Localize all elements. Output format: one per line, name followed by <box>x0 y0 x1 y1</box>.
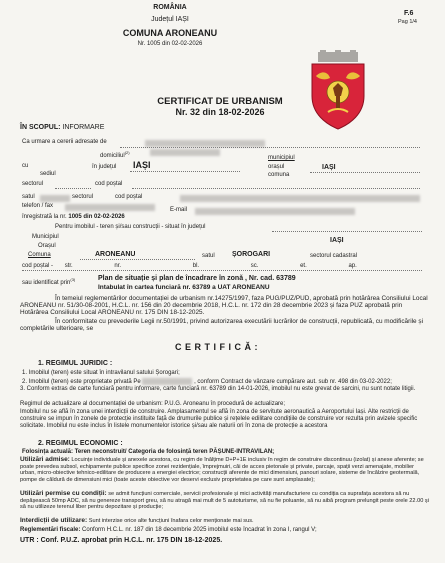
certificate-title: CERTIFICAT DE URBANISM <box>157 96 283 107</box>
postal2-label: cod poștal <box>115 194 143 200</box>
city-label: orașul <box>268 164 285 170</box>
property-municipality-label: Municipiul <box>32 234 59 240</box>
property-intro: Pentru imobilul - teren și/sau construcții - situat în județul <box>55 224 206 230</box>
property-village-label: satul <box>202 253 215 259</box>
legal-item-2: 2. Imobilul (teren) este proprietate privată Pe , conform Contract de vânzare cumpărare aut. sub nr. 498 din 03-02-2022; <box>22 379 392 386</box>
land-book-entry: Intabulat în cartea funciară nr. 63789 a UAT ARONEANU <box>98 284 270 291</box>
redacted-village <box>40 195 70 202</box>
commune-label: comuna <box>268 172 290 178</box>
certify-heading: C E R T I F I C Ă : <box>175 342 258 352</box>
commune-name: COMUNA ARONEANU <box>122 28 218 38</box>
phone-label: telefon / fax <box>22 203 54 209</box>
postal-label: cod poștal <box>95 181 123 187</box>
property-city-label: Orașul <box>38 243 56 249</box>
domicile-label: domiciliul$^{(2)}$ <box>100 150 130 159</box>
dotted-line <box>55 188 91 189</box>
allowed-uses: Utilizări admise: Locuințe individuale și anexele acestora, cu regim de înălțime D+P+1E inclusiv în regim de construire discontinuu (izolat) și anexe aferente; se poate prevedea subsol, echipamente publice specifice zonei rezidențiale, împrejmuiri, căi de acces pietonale și private, parcaje, spații verzi amenajate, mobilier urban, micro-obiective tehnico-edilitare de producere a energiei electrice; construcții aferente de mici dimensiuni, panouri solare, sisteme de încălzire geotermală, pompe de căldură de dimensiuni mici (toate aceste obiective vor deservi exclusiv proprietatea pe care sunt amplasate); <box>20 456 424 483</box>
urban-plan-status: Regimul de actualizare al documentației de urbanism: P.U.G. Aroneanu în procedură de actualizare; <box>20 401 286 407</box>
reference-number: Nr. 1005 din 02-02-2026 <box>137 41 203 47</box>
dotted-line <box>22 270 422 271</box>
dotted-line <box>120 147 420 148</box>
economic-regime-heading: 2. REGIMUL ECONOMIC : <box>38 440 123 447</box>
dotted-line <box>272 231 422 232</box>
coat-of-arms-icon <box>306 50 370 130</box>
conditional-uses: Utilizări permise cu condiții: se admit funcțiuni comerciale, servicii profesionale și mici activități manufacturiere cu condiția ca suprafața acestora să nu depășească 50mp ADC, să nu genereze transport greu, să nu atragă mai mult de 5 autoturisme, să nu fie poluante, să nu aibă program prelungit peste orele 22.00 și să nu utilizeze terenul liber pentru depozitare și producție; <box>20 490 429 511</box>
redacted-email <box>195 208 355 215</box>
country-name: ROMÂNIA <box>153 4 187 11</box>
county-value: IAȘI <box>133 160 151 170</box>
registered-line: înregistrată la nr. 1005 din 02-02-2026 <box>22 214 125 220</box>
fiscal-regulations: Reglementări fiscale: Conform H.C.L. nr. 187 din 18 decembrie 2025 imobilul este încadrat în zona I, rangul V; <box>20 527 317 533</box>
building-restrictions: Imobilul nu se află în zona unei interdicții de construire. Amplasamentul se află în zona de servitute aeronautică a Aeroportului Iași. Alte restricții de construire se impun în zonele de protecție instituite față de drumurile publice și rețelele edilitare condițiile de construire vor rezulta prin avizele specific solicitate. Imobilul nu este inclus în listele monumentelor istorice și/sau ale naturii ori în zona de protecție a acestora <box>20 409 418 430</box>
scope-value: INFORMARE <box>62 124 105 131</box>
registered-value: 1005 din 02-02-2026 <box>68 214 125 220</box>
property-commune-value: ARONEANU <box>95 251 136 258</box>
dotted-line <box>132 188 420 189</box>
request-text: Ca urmare a cererii adresate de <box>22 139 107 145</box>
scope-line <box>20 124 104 132</box>
form-code: F.6 <box>404 10 414 17</box>
redacted-name <box>145 140 265 147</box>
county-name: Județul IAȘI <box>151 16 189 23</box>
legal-regime-heading: 1. REGIMUL JURIDIC : <box>38 360 113 367</box>
cadastral-sector-label: sectorul cadastral <box>310 253 358 259</box>
with-label: cu <box>22 163 29 169</box>
sector2-label: sectorul <box>72 194 94 200</box>
sector-label: sectorul <box>22 181 44 187</box>
utr-line: UTR : Conf. P.U.Z. aprobat prin H.C.L. nr. 175 DIN 18-12-2025. <box>20 537 223 544</box>
seat-label: sediul <box>40 171 56 177</box>
current-use-line: Folosința actuală: Teren neconstruit/ Categoria de folosință teren PĂȘUNE-INTRAVILAN; <box>22 449 275 455</box>
scope-label: ÎN SCOPUL: <box>20 124 61 131</box>
certificate-number: Nr. 32 din 18-02-2026 <box>175 107 265 117</box>
legal-item-1: 1. Imobilul (teren) este situat în intravilanul satului Șorogari; <box>22 370 180 376</box>
property-address-line: cod poștal - str. nr. bl. sc. et. ap. <box>22 263 357 269</box>
identified-label: sau identificat prin$^{(3)}$ <box>22 277 76 286</box>
dotted-line <box>310 172 420 173</box>
regulations-paragraph: În temeiul reglementărilor documentației de urbanism nr.14275/1997, faza PUG/PUZ/PUD, aprobată prin hotărârea Consiliului Local ARONEANU nr. 51/30-08-2001, H.C.L. nr. 156 din 20 decembrie 2018, H.C.L. nr. 172 din 28 decembrie 2023 și faza PUZ aprobată prin Hotărârea Consiliului Local ARONEANU nr. 175 DIN 18-12-2025. <box>20 295 428 317</box>
plan-identifier: Plan de situație și plan de încadrare în zonă , Nr. cad. 63789 <box>98 275 296 282</box>
property-village-value: ȘOROGARI <box>232 251 271 258</box>
law-paragraph: În conformitate cu prevederile Legii nr.50/1991, privind autorizarea executării lucrărilor de construcții, republicată, cu modificările și completările ulterioare, se <box>20 318 423 333</box>
email-label: E-mail <box>170 207 188 213</box>
dotted-line <box>80 259 195 260</box>
municipality-label: municipiul <box>268 155 295 161</box>
dotted-line <box>130 171 240 172</box>
property-county-value: IAȘI <box>330 237 344 244</box>
county-label: în județul <box>92 164 117 170</box>
village-label: satul <box>22 194 35 200</box>
property-commune-label: Comuna <box>28 252 51 258</box>
redacted-address <box>180 195 420 202</box>
legal-item-3: 3. Conform extras de carte funciară pentru informare, carte funciară nr. 63789 din 14-01-2026, imobilul nu este grevat de sarcini, nu sunt notate litigii. <box>20 386 416 392</box>
redacted-phone <box>65 204 155 211</box>
forbidden-uses: Interdicții de utilizare: Sunt interzise orice alte funcțiuni înafara celor menționate mai sus. <box>20 517 254 524</box>
redacted-owner <box>142 378 192 385</box>
city-value: IAȘI <box>322 164 336 171</box>
page-indicator: Pag 1/4 <box>398 19 417 25</box>
redacted-domicile <box>150 149 220 156</box>
